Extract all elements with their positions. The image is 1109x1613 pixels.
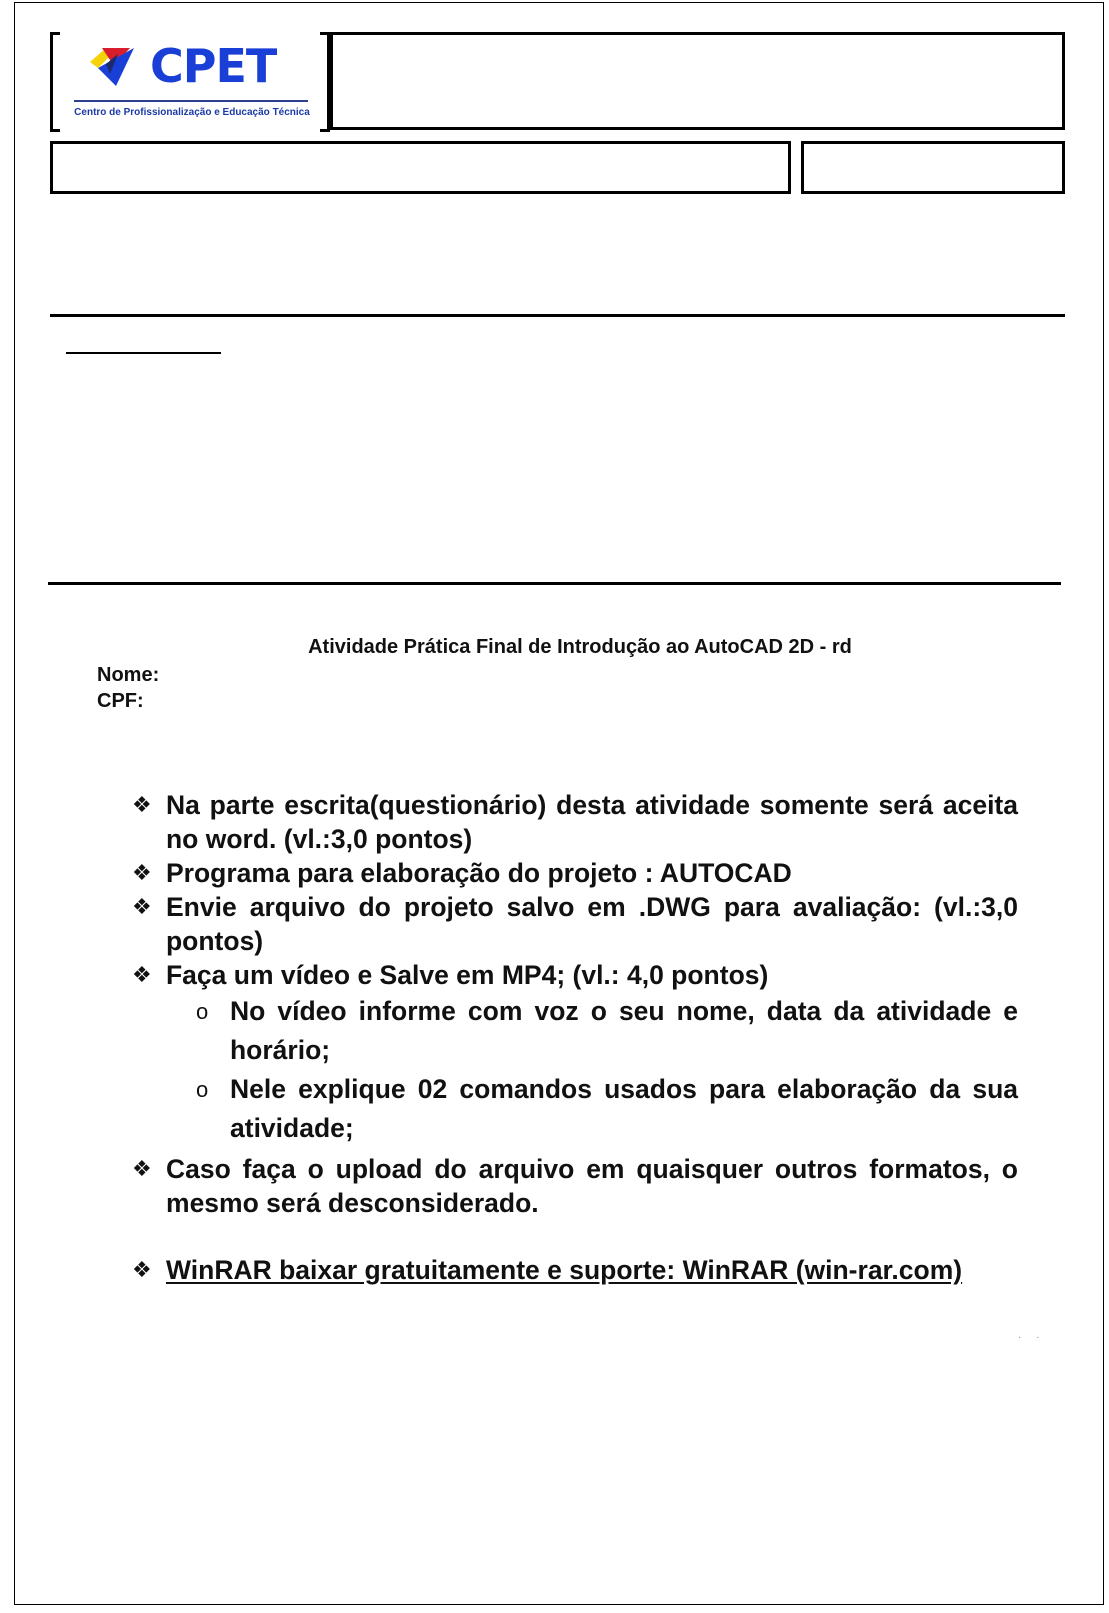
instruction-sub-item bbox=[196, 992, 1018, 1070]
logo-block bbox=[50, 32, 330, 132]
header-title-box bbox=[330, 32, 1065, 130]
instruction-text: Programa para elaboração do projeto : AUTOCAD bbox=[166, 858, 792, 888]
logo-subtitle: Centro de Profissionalização e Educação Técnica bbox=[74, 107, 310, 118]
stray-marks: · · bbox=[1018, 1332, 1046, 1343]
instruction-text: Na parte escrita(questionário) desta atividade somente será aceita no word. (vl.:3,0 pontos) bbox=[166, 790, 1018, 854]
divider-line-bottom bbox=[48, 582, 1061, 585]
diamond-bullet-icon: ❖ bbox=[132, 792, 152, 817]
instruction-list bbox=[130, 788, 1018, 1287]
cpf-label: CPF: bbox=[97, 690, 144, 712]
cpet-logo-icon bbox=[88, 44, 136, 90]
divider-line-top bbox=[50, 314, 1065, 317]
circle-bullet-icon: o bbox=[196, 1077, 209, 1102]
diamond-bullet-icon: ❖ bbox=[132, 860, 152, 885]
instruction-item bbox=[130, 788, 1018, 856]
logo-wordmark: CPET bbox=[150, 39, 277, 93]
diamond-bullet-icon: ❖ bbox=[132, 1257, 152, 1282]
circle-bullet-icon: o bbox=[196, 999, 209, 1024]
header-field-box-right bbox=[801, 141, 1065, 194]
instruction-text: Envie arquivo do projeto salvo em .DWG para avaliação: (vl.:3,0 pontos) bbox=[166, 892, 1018, 956]
logo-divider bbox=[74, 100, 308, 102]
diamond-bullet-icon: ❖ bbox=[132, 1156, 152, 1181]
instruction-text: Faça um vídeo e Salve em MP4; (vl.: 4,0 pontos) bbox=[166, 960, 769, 990]
instruction-item bbox=[130, 890, 1018, 958]
bracket-right bbox=[320, 32, 330, 132]
diamond-bullet-icon: ❖ bbox=[132, 962, 152, 987]
instruction-sub-text: Nele explique 02 comandos usados para elaboração da sua atividade; bbox=[230, 1074, 1018, 1143]
instruction-item bbox=[130, 856, 1018, 890]
instruction-item bbox=[130, 1152, 1018, 1220]
divider-line-short bbox=[66, 352, 221, 354]
bracket-left bbox=[50, 32, 60, 132]
instruction-sub-text: No vídeo informe com voz o seu nome, data da atividade e horário; bbox=[230, 996, 1018, 1065]
winrar-link[interactable]: WinRAR baixar gratuitamente e suporte: WinRAR (win-rar.com) bbox=[166, 1255, 963, 1285]
document-title: Atividade Prática Final de Introdução ao AutoCAD 2D - rd bbox=[308, 636, 852, 658]
diamond-bullet-icon: ❖ bbox=[132, 894, 152, 919]
instruction-text: Caso faça o upload do arquivo em quaisquer outros formatos, o mesmo será desconsiderado. bbox=[166, 1154, 1018, 1218]
name-label: Nome: bbox=[97, 664, 160, 686]
instruction-item bbox=[130, 1253, 1018, 1287]
instruction-item bbox=[130, 958, 1018, 992]
header-field-box-left bbox=[50, 141, 791, 194]
instruction-sub-item bbox=[196, 1070, 1018, 1148]
